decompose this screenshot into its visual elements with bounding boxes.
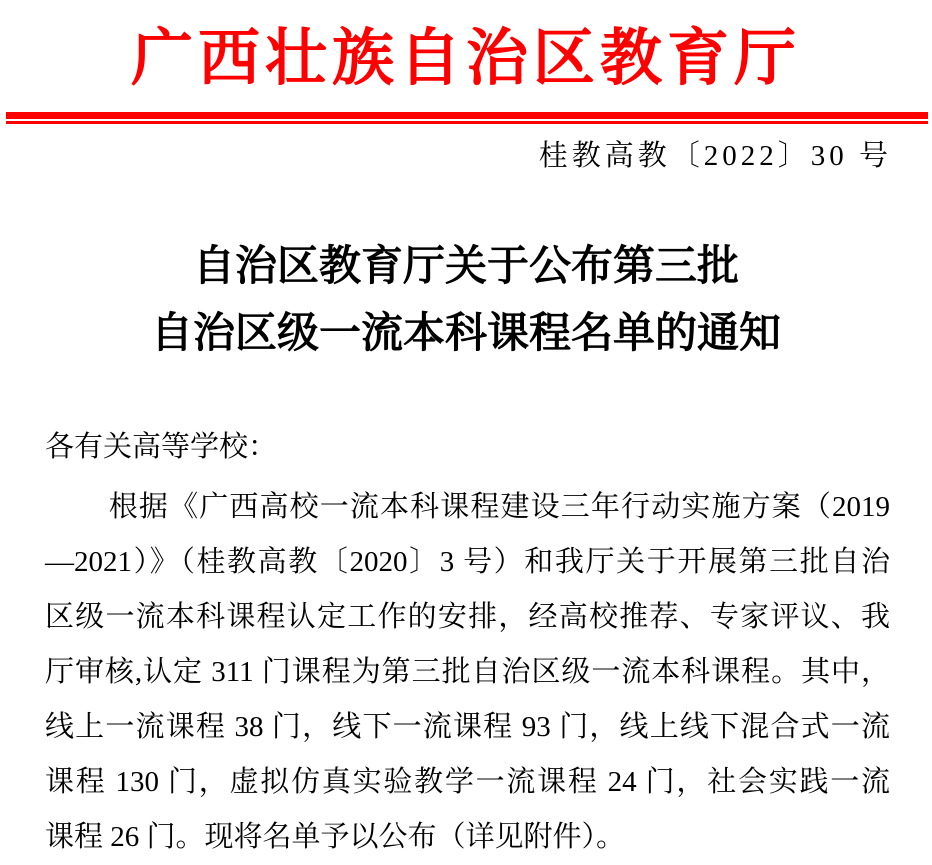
notice-body [45, 420, 890, 865]
salutation: 各有关高等学校： [45, 431, 278, 463]
paragraph-line: 课程 130 门，虚拟仿真实验教学一流课程 24 门，社会实践一流 [45, 766, 890, 798]
paragraph-line: 厅审核,认定 311 门课程为第三批自治区级一流本科课程。其中， [45, 656, 890, 688]
paragraph-line: 课程 26 门。现将名单予以公布（详见附件）。 [45, 821, 626, 853]
red-rule-thick-bar [6, 112, 928, 119]
notice-title-line-2: 自治区级一流本科课程名单的通知 [150, 311, 781, 357]
document-reference-number: 桂教高教〔2022〕30 号 [538, 140, 892, 172]
paragraph-line: 线上一流课程 38 门，线下一流课程 93 门，线上线下混合式一流 [45, 711, 890, 743]
red-divider-rule [6, 112, 928, 124]
paragraph-line: 根据《广西高校一流本科课程建设三年行动实施方案（2019 [108, 491, 890, 523]
main-paragraph [45, 480, 890, 865]
notice-title-line-1: 自治区教育厅关于公布第三批 [192, 244, 739, 290]
paragraph-line: 区级一流本科课程认定工作的安排，经高校推荐、专家评议、我 [45, 601, 890, 633]
red-rule-thin-bar [6, 121, 928, 124]
masthead-org-name: 广西壮族自治区教育厅 [130, 25, 801, 93]
paragraph-line: —2021）》（桂教高教〔2020〕3 号）和我厅关于开展第三批自治 [45, 546, 890, 578]
notice-title [0, 234, 932, 368]
